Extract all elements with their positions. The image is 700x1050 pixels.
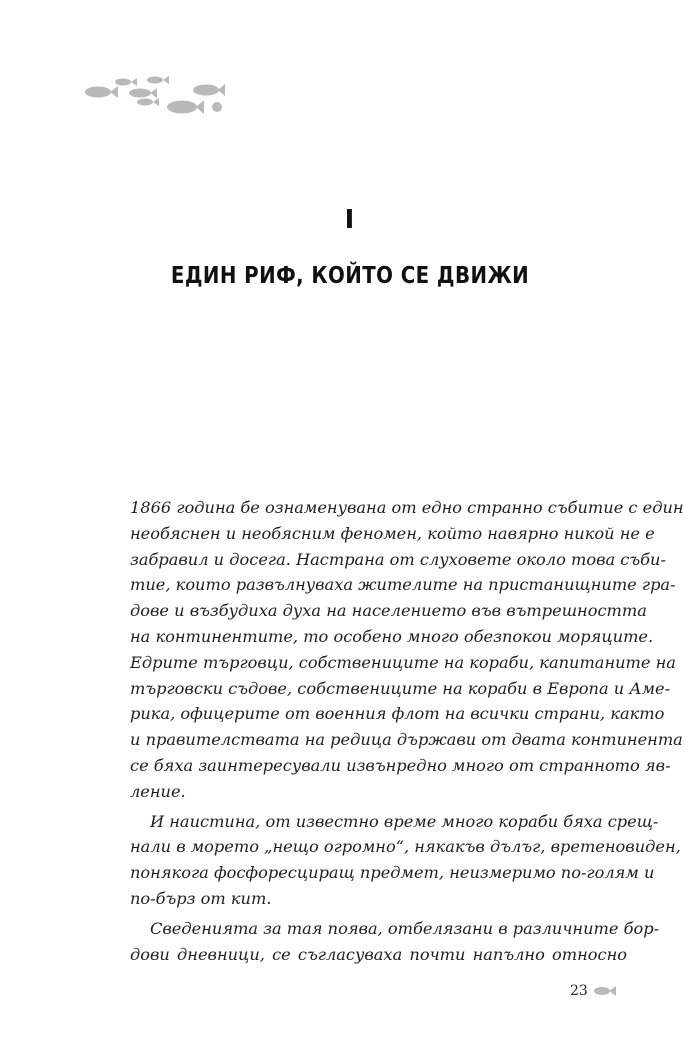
page-footer (570, 981, 616, 1001)
text-line: ление. (130, 781, 186, 801)
text-line: се бяха заинтересували извънредно много от странното яв- (130, 755, 671, 775)
text-line: Едрите търговци, собствениците на кораби, капитаните на (130, 652, 676, 672)
text-line: понякога фосфоресциращ предмет, неизмеримо по-голям и (130, 863, 655, 883)
text-line: дове и възбудиха духа на населението във вътрешността (130, 601, 647, 621)
text-line: Сведенията за тая поява, отбелязани в различните бор- (150, 918, 660, 938)
paragraph (130, 916, 660, 968)
text-line: И наистина, от известно време много кораби бяха срещ- (150, 811, 659, 831)
page-number: 23 (570, 983, 588, 999)
text-line: нали в морето „нещо огромно“, някакъв дълъг, вретеновиден, (130, 837, 681, 857)
paragraph (130, 495, 684, 805)
text-line: дови дневници, се съгласуваха почти напълно относно (130, 944, 627, 964)
text-line: и правителствата на редица държави от двата континента (130, 730, 683, 750)
chapter-number: I (344, 205, 356, 235)
text-line: търговски съдове, собствениците на кораби в Европа и Аме- (130, 678, 671, 698)
text-line: по-бърз от кит. (130, 888, 272, 908)
text-line: необяснен и необясним феномен, който навярно никой не е (130, 523, 655, 543)
text-line: на континентите, то особено много обезпокои моряците. (130, 626, 654, 646)
text-line: забравил и досега. Настрана от слуховете около това съби- (130, 549, 666, 569)
fish-school-ornament-icon (84, 74, 224, 124)
text-line: тие, които развълнуваха жителите на пристанищните гра- (130, 575, 676, 595)
chapter-title: ЕДИН РИФ, КОЙТО СЕ ДВИЖИ (170, 263, 530, 289)
body-text (130, 495, 684, 967)
fish-icon (594, 986, 616, 996)
chapter-heading (0, 205, 700, 291)
paragraph (130, 809, 681, 912)
text-line: рика, офицерите от военния флот на всички страни, както (130, 704, 665, 724)
text-line: 1866 година бе ознаменувана от едно странно събитие с един (130, 498, 684, 517)
